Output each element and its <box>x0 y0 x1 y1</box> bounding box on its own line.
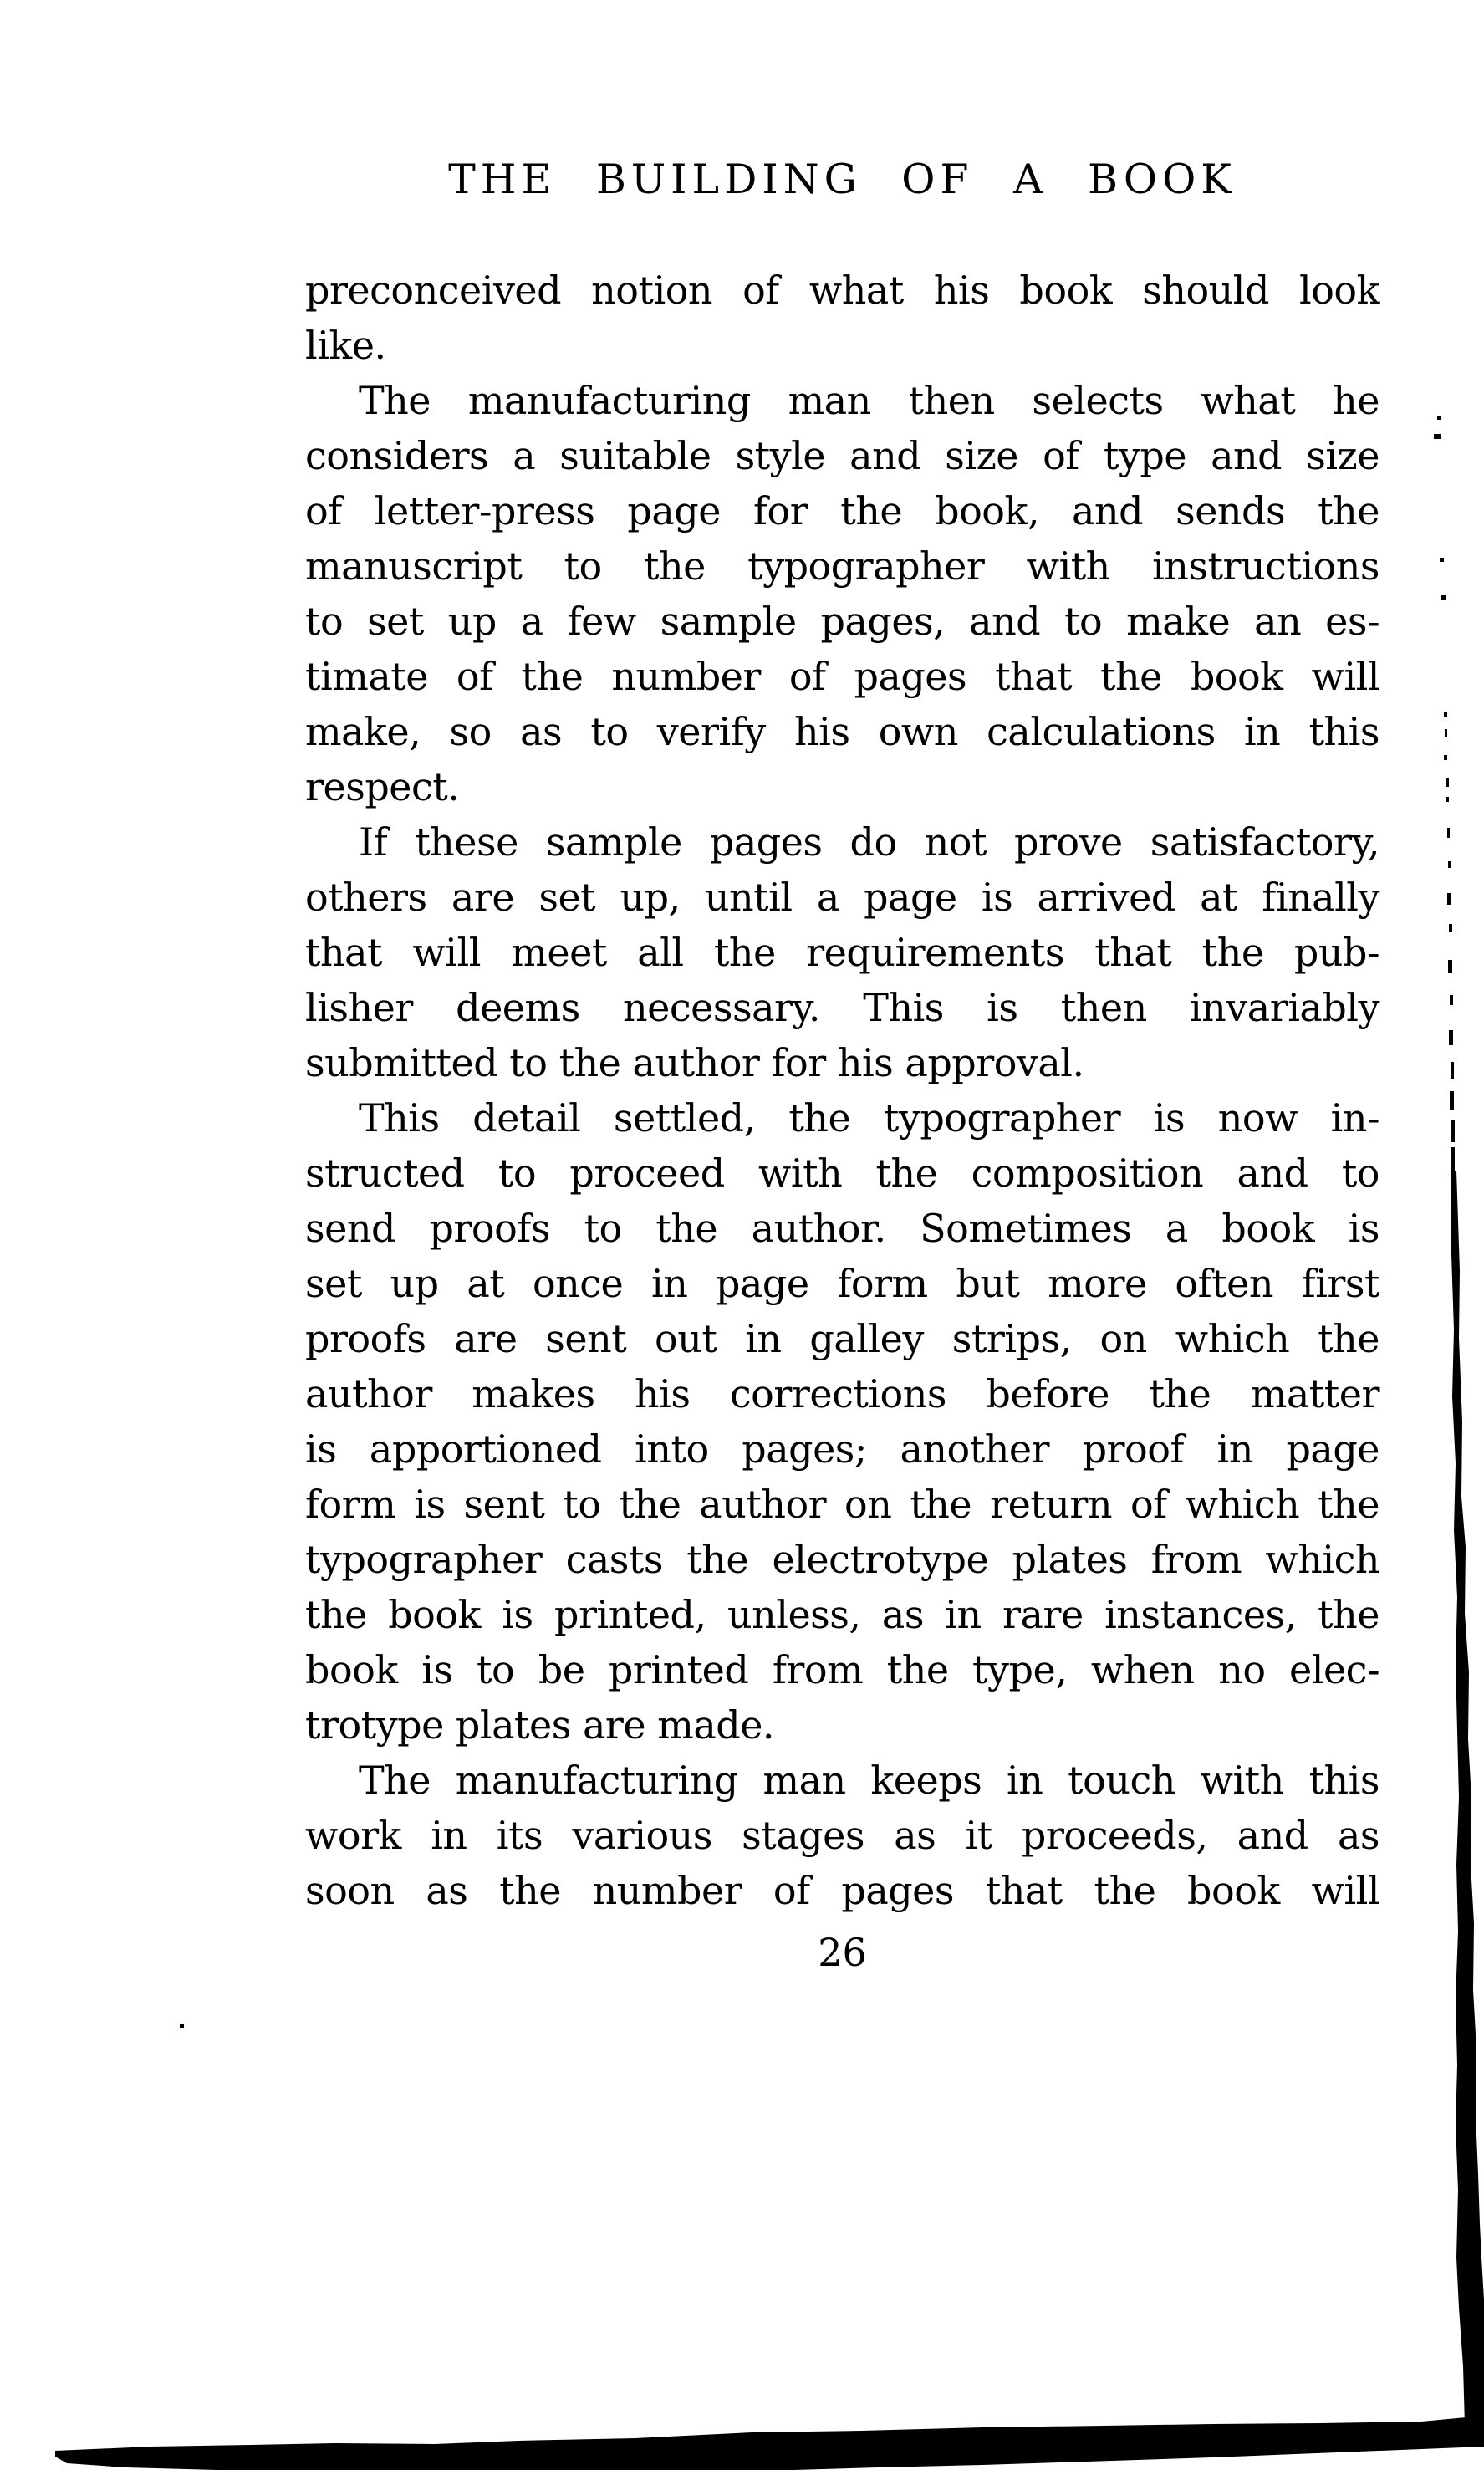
text-line: make, so as to verify his own calculations in this <box>305 709 1379 754</box>
ink-speck <box>1434 434 1441 439</box>
right-edge-streak <box>1451 1171 1484 2425</box>
ink-speck <box>1451 1120 1455 1142</box>
text-line: book is to be printed from the type, when no elec- <box>305 1647 1379 1692</box>
ink-speck <box>1444 712 1447 717</box>
page-title: THE BUILDING OF A BOOK <box>448 156 1237 203</box>
text-line: preconceived notion of what his book should look <box>305 268 1379 313</box>
text-line: lisher deems necessary. This is then invariably <box>305 985 1379 1030</box>
text-line: proofs are sent out in galley strips, on which the <box>305 1316 1379 1361</box>
text-line: soon as the number of pages that the book will <box>305 1868 1379 1913</box>
text-line: structed to proceed with the composition and to <box>305 1151 1379 1196</box>
ink-speck <box>1444 755 1447 760</box>
ink-speck <box>1445 729 1447 737</box>
bottom-scan-band <box>55 2416 1484 2470</box>
text-line: like. <box>305 323 386 368</box>
text-line: form is sent to the author on the return of which the <box>305 1482 1379 1527</box>
ink-speck <box>1448 861 1451 868</box>
text-line: timate of the number of pages that the book will <box>305 654 1379 699</box>
text-line: of letter-press page for the book, and sends the <box>305 488 1379 533</box>
text-line: The manufacturing man keeps in touch with this <box>359 1758 1379 1803</box>
ink-speck <box>180 2024 184 2028</box>
text-line: is apportioned into pages; another proof in page <box>305 1426 1379 1472</box>
ink-speck <box>1437 416 1441 420</box>
ink-speck <box>1447 828 1450 838</box>
ink-speck <box>1448 960 1452 973</box>
text-line: manuscript to the typographer with instructions <box>305 544 1379 589</box>
ink-speck <box>1446 778 1449 787</box>
text-line: to set up a few sample pages, and to make an es- <box>305 599 1379 644</box>
text-line: typographer casts the electrotype plates from which <box>305 1537 1379 1582</box>
text-line: send proofs to the author. Sometimes a book is <box>305 1206 1379 1251</box>
body-text <box>305 263 1379 1918</box>
text-line: submitted to the author for his approval. <box>305 1040 1084 1085</box>
ink-speck <box>1449 1030 1453 1045</box>
ink-speck <box>1447 893 1451 905</box>
text-line: respect. <box>305 764 460 809</box>
text-line: the book is printed, unless, as in rare instances, the <box>305 1592 1379 1637</box>
page-number: 26 <box>818 1930 867 1975</box>
text-line: work in its various stages as it proceeds, and as <box>305 1813 1379 1858</box>
ink-speck <box>1450 1091 1454 1110</box>
text-line: considers a suitable style and size of type and size <box>305 433 1379 478</box>
text-line: If these sample pages do not prove satisfactory, <box>359 819 1379 865</box>
ink-speck <box>1440 558 1444 562</box>
ink-speck <box>1451 1147 1455 1172</box>
text-line: author makes his corrections before the matter <box>305 1371 1379 1416</box>
text-line: that will meet all the requirements that the pub- <box>305 930 1379 975</box>
text-line: others are set up, until a page is arrived at finally <box>305 875 1379 920</box>
text-line: This detail settled, the typographer is now in- <box>359 1095 1379 1141</box>
ink-speck <box>1446 797 1449 802</box>
text-line: set up at once in page form but more often first <box>305 1261 1379 1306</box>
ink-speck <box>1449 924 1452 932</box>
text-line: The manufacturing man then selects what he <box>359 378 1379 423</box>
ink-speck <box>1450 995 1453 1005</box>
ink-speck <box>1451 1062 1454 1079</box>
ink-speck <box>1441 595 1446 600</box>
text-line: trotype plates are made. <box>305 1702 775 1748</box>
